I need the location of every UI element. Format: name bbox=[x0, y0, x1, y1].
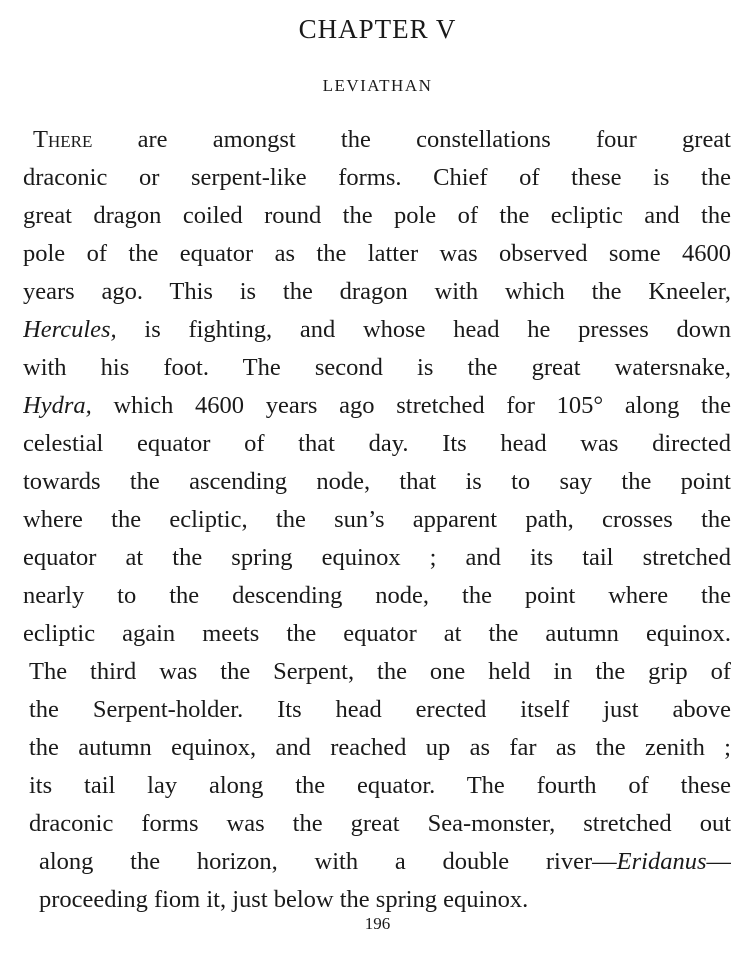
text-line bbox=[23, 159, 731, 197]
text-run: ecliptic again meets the equator at the autumn equinox. bbox=[23, 620, 731, 647]
text-line bbox=[23, 273, 731, 311]
chapter-heading: CHAPTER V bbox=[298, 14, 457, 44]
italic-term: Hydra, bbox=[23, 392, 92, 419]
body-paragraph bbox=[23, 121, 731, 919]
text-run: years ago. This is the dragon with which the Kneeler, bbox=[23, 278, 731, 305]
text-run: is fighting, and whose head he presses down bbox=[116, 316, 731, 343]
italic-term: Eridanus bbox=[616, 848, 707, 875]
italic-term: Hercules, bbox=[23, 316, 117, 343]
text-line bbox=[23, 121, 731, 159]
text-line bbox=[23, 539, 731, 577]
text-line bbox=[23, 805, 731, 843]
text-run: great dragon coiled round the pole of the ecliptic and the bbox=[23, 202, 731, 229]
text-line bbox=[23, 425, 731, 463]
opening-word: There bbox=[33, 126, 93, 153]
text-line bbox=[23, 235, 731, 273]
text-run: which 4600 years ago stretched for 105° along the bbox=[91, 392, 731, 419]
text-run: the autumn equinox, and reached up as far as the zenith ; bbox=[29, 734, 731, 761]
text-run: with his foot. The second is the great watersnake, bbox=[23, 354, 731, 381]
chapter-title: LEVIATHAN bbox=[322, 76, 433, 95]
text-line bbox=[23, 387, 731, 425]
text-run: proceeding fiom it, just below the spring equinox. bbox=[39, 886, 529, 913]
text-line bbox=[23, 767, 731, 805]
text-line bbox=[23, 729, 731, 767]
text-run: are amongst the constellations four great bbox=[92, 126, 731, 153]
text-line bbox=[23, 653, 731, 691]
text-line bbox=[23, 311, 731, 349]
text-line bbox=[23, 691, 731, 729]
text-run: celestial equator of that day. Its head was directed bbox=[23, 430, 731, 457]
text-run: nearly to the descending node, the point where the bbox=[23, 582, 731, 609]
page-number: 196 bbox=[364, 914, 391, 933]
text-run: its tail lay along the equator. The fourth of these bbox=[29, 772, 731, 799]
text-run: equator at the spring equinox ; and its tail stretched bbox=[23, 544, 731, 571]
text-line bbox=[23, 197, 731, 235]
text-line bbox=[23, 577, 731, 615]
text-run: towards the ascending node, that is to say the point bbox=[23, 468, 731, 495]
text-run: draconic forms was the great Sea-monster, stretched out bbox=[29, 810, 731, 837]
text-run: along the horizon, with a double river— bbox=[39, 848, 617, 875]
text-line bbox=[23, 349, 731, 387]
text-run: draconic or serpent-like forms. Chief of these is the bbox=[23, 164, 731, 191]
text-run: The third was the Serpent, the one held in the grip of bbox=[29, 658, 731, 685]
text-run: where the ecliptic, the sun’s apparent path, crosses the bbox=[23, 506, 731, 533]
text-line bbox=[23, 463, 731, 501]
text-line bbox=[23, 615, 731, 653]
text-run: pole of the equator as the latter was observed some 4600 bbox=[23, 240, 731, 267]
text-line bbox=[23, 843, 731, 881]
text-run: — bbox=[706, 848, 731, 875]
text-run: the Serpent-holder. Its head erected itself just above bbox=[29, 696, 731, 723]
text-line bbox=[23, 501, 731, 539]
